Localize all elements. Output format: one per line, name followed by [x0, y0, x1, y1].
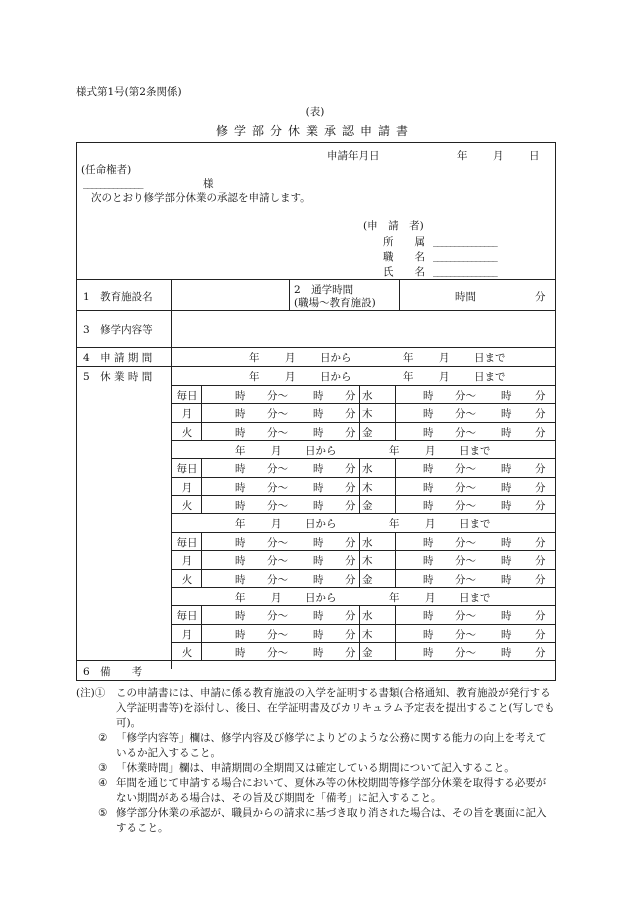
divider: [171, 477, 555, 478]
end-minute[interactable]: 分: [345, 555, 356, 567]
divider: [171, 422, 555, 423]
divider: [171, 587, 555, 588]
start-hour[interactable]: 時: [423, 463, 434, 475]
block-to-day: 日まで: [459, 518, 491, 530]
block-from-year: 年: [235, 591, 246, 604]
start-minute[interactable]: 分～: [455, 500, 476, 512]
start-minute[interactable]: 分～: [455, 610, 476, 622]
request-text: 次のとおり修学部分休業の承認を申請します。: [91, 192, 311, 204]
end-minute[interactable]: 分: [535, 426, 546, 439]
affiliation-blank[interactable]: _______________: [433, 235, 497, 247]
end-minute[interactable]: 分: [535, 647, 546, 659]
block-to-month: 月: [439, 371, 450, 383]
end-hour[interactable]: 時: [501, 628, 512, 641]
divider: [359, 605, 360, 661]
end-minute[interactable]: 分: [535, 389, 546, 402]
start-minute[interactable]: 分～: [455, 408, 476, 420]
weekday-label: 月: [181, 555, 193, 567]
end-hour[interactable]: 時: [501, 463, 512, 475]
weekday-label: 木: [362, 408, 373, 420]
note-text: 年間を通じて申請する場合において、夏休み等の休校期間等修学部分休業を取得する必要がない期間がある場合は、その旨及び期間を「備考」に記入すること。: [116, 777, 547, 804]
block-from-month: 月: [271, 444, 282, 457]
end-hour[interactable]: 時: [501, 408, 512, 420]
front-side-label: (表): [305, 106, 325, 118]
start-minute[interactable]: 分～: [267, 610, 288, 622]
block-to-year: 年: [389, 591, 400, 604]
start-minute[interactable]: 分～: [455, 573, 476, 586]
start-minute[interactable]: 分～: [267, 389, 288, 402]
end-minute[interactable]: 分: [345, 573, 356, 586]
start-hour[interactable]: 時: [423, 647, 434, 659]
facility-label: 1 教育施設名: [83, 291, 153, 303]
note-text: 「休業時間」欄は、申請期間の全期間又は確定している期間について記入すること。: [116, 762, 515, 774]
divider: [171, 403, 555, 404]
start-minute[interactable]: 分～: [455, 389, 476, 402]
start-hour[interactable]: 時: [423, 628, 434, 641]
end-minute[interactable]: 分: [345, 408, 356, 420]
note-prefix: (注)①: [76, 687, 106, 699]
divider: [171, 569, 555, 570]
end-hour[interactable]: 時: [313, 463, 324, 475]
facility-field[interactable]: [175, 284, 285, 306]
weekday-label: 金: [362, 500, 373, 512]
end-hour[interactable]: 時: [501, 610, 512, 622]
divider: [359, 385, 360, 441]
applicant-label: (申 請 者): [363, 220, 424, 232]
weekday-label: 月: [181, 481, 193, 494]
period-from-day: 日から: [320, 352, 352, 364]
block-to-month: 月: [425, 444, 436, 457]
divider: [395, 532, 396, 588]
divider: [359, 458, 360, 514]
end-minute[interactable]: 分: [535, 500, 546, 512]
note-item: [76, 806, 556, 836]
sama-label: 様: [203, 178, 214, 190]
start-minute[interactable]: 分～: [455, 647, 476, 659]
block-to-day: 日まで: [459, 444, 491, 457]
start-hour[interactable]: 時: [423, 389, 434, 402]
end-minute[interactable]: 分: [345, 610, 356, 622]
start-minute[interactable]: 分～: [455, 536, 476, 549]
name-label: 氏 名: [383, 266, 425, 278]
end-hour[interactable]: 時: [501, 389, 512, 402]
end-hour[interactable]: 時: [501, 573, 512, 586]
weekday-label: 火: [181, 426, 193, 439]
commute-label-1: 2 通学時間: [294, 284, 354, 296]
weekday-label: 木: [362, 481, 373, 494]
page-title: 修学部分休業承認申請書: [215, 124, 414, 138]
start-hour[interactable]: 時: [423, 573, 434, 586]
date-month: 月: [493, 150, 504, 162]
end-hour[interactable]: 時: [313, 389, 324, 402]
weekday-label: 毎日: [176, 463, 198, 475]
start-hour[interactable]: 時: [235, 426, 246, 439]
period-label: 4 申 請 期 間: [83, 352, 153, 364]
end-hour[interactable]: 時: [501, 500, 512, 512]
start-minute[interactable]: 分～: [267, 647, 288, 659]
divider: [171, 440, 555, 441]
end-minute[interactable]: 分: [535, 536, 546, 549]
note-text: 「修学内容等」欄は、修学内容及び修学によりどのような公務に関する能力の向上を考えているか記入すること。: [116, 732, 547, 759]
position-label: 職 名: [383, 251, 425, 263]
divider: [171, 624, 555, 625]
weekday-label: 水: [362, 389, 373, 402]
weekday-label: 火: [181, 647, 193, 659]
end-hour[interactable]: 時: [313, 610, 324, 622]
weekday-label: 火: [181, 500, 193, 512]
end-minute[interactable]: 分: [345, 389, 356, 402]
divider: [171, 532, 555, 533]
note-mark: ③: [98, 762, 108, 774]
weekday-label: 毎日: [176, 536, 198, 549]
start-hour[interactable]: 時: [423, 500, 434, 512]
weekday-label: 毎日: [176, 610, 198, 622]
commute-hour-label: 時間: [455, 291, 476, 303]
end-minute[interactable]: 分: [345, 463, 356, 475]
date-year: 年: [457, 150, 468, 162]
note-item: [76, 686, 556, 731]
weekday-label: 水: [362, 610, 373, 622]
divider: [171, 550, 555, 551]
start-hour[interactable]: 時: [423, 536, 434, 549]
weekday-label: 木: [362, 628, 373, 641]
start-minute[interactable]: 分～: [455, 481, 476, 494]
divider: [399, 279, 400, 310]
end-hour[interactable]: 時: [313, 647, 324, 659]
start-hour[interactable]: 時: [423, 426, 434, 439]
block-to-month: 月: [425, 591, 436, 604]
start-minute[interactable]: 分～: [267, 426, 288, 439]
divider: [171, 513, 555, 514]
divider: [359, 532, 360, 588]
start-hour[interactable]: 時: [235, 481, 246, 494]
divider: [77, 660, 555, 661]
start-minute[interactable]: 分～: [455, 463, 476, 475]
leave-time-label: 5 休 業 時 間: [83, 371, 153, 383]
start-hour[interactable]: 時: [235, 555, 246, 567]
end-hour[interactable]: 時: [313, 500, 324, 512]
start-hour[interactable]: 時: [423, 610, 434, 622]
start-minute[interactable]: 分～: [267, 573, 288, 586]
weekday-label: 火: [181, 573, 193, 586]
weekday-label: 月: [181, 628, 193, 641]
divider: [395, 605, 396, 661]
weekday-label: 木: [362, 555, 373, 567]
note-mark: ④: [98, 777, 108, 789]
end-minute[interactable]: 分: [345, 426, 356, 439]
block-from-month: 月: [285, 371, 296, 383]
start-hour[interactable]: 時: [235, 389, 246, 402]
study-content-label: 3 修学内容等: [83, 324, 153, 336]
end-minute[interactable]: 分: [535, 408, 546, 420]
divider: [77, 279, 555, 280]
divider: [171, 385, 555, 386]
start-hour[interactable]: 時: [423, 481, 434, 494]
block-from-year: 年: [235, 518, 246, 530]
start-minute[interactable]: 分～: [455, 426, 476, 439]
application-date-label: 申請年月日: [327, 150, 380, 162]
end-minute[interactable]: 分: [535, 573, 546, 586]
divider: [77, 366, 555, 367]
start-minute[interactable]: 分～: [455, 628, 476, 641]
remarks-label: 6 備 考: [83, 666, 143, 678]
start-minute[interactable]: 分～: [267, 408, 288, 420]
note-item: [76, 761, 556, 776]
end-hour[interactable]: 時: [501, 555, 512, 567]
block-from-day: 日から: [305, 518, 337, 530]
end-minute[interactable]: 分: [345, 481, 356, 494]
start-minute[interactable]: 分～: [267, 628, 288, 641]
start-minute[interactable]: 分～: [267, 463, 288, 475]
authority-label: (任命権者): [81, 164, 132, 176]
divider: [395, 458, 396, 514]
start-hour[interactable]: 時: [235, 610, 246, 622]
end-hour[interactable]: 時: [501, 481, 512, 494]
affiliation-label: 所 属: [383, 236, 425, 248]
end-hour[interactable]: 時: [501, 426, 512, 439]
divider: [77, 310, 555, 311]
start-hour[interactable]: 時: [235, 628, 246, 641]
start-hour[interactable]: 時: [235, 463, 246, 475]
start-hour[interactable]: 時: [235, 536, 246, 549]
divider: [171, 458, 555, 459]
start-hour[interactable]: 時: [235, 573, 246, 586]
position-blank[interactable]: _______________: [433, 250, 497, 262]
end-minute[interactable]: 分: [535, 555, 546, 567]
end-minute[interactable]: 分: [535, 610, 546, 622]
block-to-year: 年: [403, 371, 414, 383]
end-minute[interactable]: 分: [345, 500, 356, 512]
weekday-label: 水: [362, 536, 373, 549]
period-to-month: 月: [439, 352, 450, 364]
start-hour[interactable]: 時: [235, 647, 246, 659]
date-day: 日: [529, 150, 540, 162]
commute-label-2: (職場～教育施設): [294, 297, 376, 309]
end-minute[interactable]: 分: [345, 628, 356, 641]
authority-blank[interactable]: ______________: [83, 177, 143, 189]
start-minute[interactable]: 分～: [267, 555, 288, 567]
divider: [201, 458, 202, 514]
block-from-year: 年: [249, 371, 260, 383]
divider: [171, 642, 555, 643]
application-form-table: [76, 142, 556, 681]
end-minute[interactable]: 分: [535, 463, 546, 475]
divider: [395, 385, 396, 441]
weekday-label: 水: [362, 463, 373, 475]
start-minute[interactable]: 分～: [455, 555, 476, 567]
weekday-label: 金: [362, 426, 373, 439]
weekday-label: 金: [362, 647, 373, 659]
end-minute[interactable]: 分: [345, 647, 356, 659]
block-from-month: 月: [271, 591, 282, 604]
start-minute[interactable]: 分～: [267, 536, 288, 549]
note-text: 修学部分休業の承認が、職員からの請求に基づき取り消された場合は、その旨を裏面に記入すること。: [116, 807, 547, 834]
weekday-label: 金: [362, 573, 373, 586]
end-hour[interactable]: 時: [313, 628, 324, 641]
start-minute[interactable]: 分～: [267, 481, 288, 494]
end-hour[interactable]: 時: [501, 536, 512, 549]
block-from-year: 年: [235, 444, 246, 457]
start-hour[interactable]: 時: [423, 555, 434, 567]
end-minute[interactable]: 分: [345, 536, 356, 549]
block-to-year: 年: [389, 518, 400, 530]
end-hour[interactable]: 時: [313, 408, 324, 420]
end-hour[interactable]: 時: [313, 555, 324, 567]
end-hour[interactable]: 時: [313, 573, 324, 586]
block-from-day: 日から: [305, 444, 337, 457]
start-minute[interactable]: 分～: [267, 500, 288, 512]
block-to-day: 日まで: [459, 591, 491, 604]
notes: [76, 686, 556, 836]
block-to-year: 年: [389, 444, 400, 457]
period-to-day: 日まで: [474, 352, 506, 364]
divider: [289, 279, 290, 310]
note-item: [76, 731, 556, 761]
note-mark: ②: [98, 732, 108, 744]
divider: [201, 385, 202, 441]
period-from-year: 年: [249, 352, 260, 364]
start-hour[interactable]: 時: [423, 408, 434, 420]
form-number: 様式第1号(第2条関係): [76, 86, 182, 98]
end-minute[interactable]: 分: [535, 628, 546, 641]
divider: [201, 532, 202, 588]
study-content-field[interactable]: [175, 314, 551, 342]
weekday-label: 毎日: [176, 389, 198, 402]
weekday-label: 月: [181, 408, 193, 420]
period-to-year: 年: [403, 352, 414, 364]
note-text: この申請書には、申請に係る教育施設の入学を証明する書類(合格通知、教育施設が発行する入学証明書等)を添付し、後日、在学証明書及びカリキュラム予定表を提出すること(写しでも可)。: [116, 687, 555, 729]
period-from-month: 月: [285, 352, 296, 364]
start-hour[interactable]: 時: [235, 500, 246, 512]
block-to-day: 日まで: [474, 371, 506, 383]
divider: [171, 495, 555, 496]
divider: [171, 605, 555, 606]
name-blank[interactable]: _______________: [433, 265, 497, 277]
remarks-field[interactable]: [175, 662, 551, 678]
block-from-month: 月: [271, 518, 282, 530]
end-hour[interactable]: 時: [501, 647, 512, 659]
divider: [77, 347, 555, 348]
commute-minute-label: 分: [535, 291, 546, 303]
end-hour[interactable]: 時: [313, 536, 324, 549]
end-hour[interactable]: 時: [313, 481, 324, 494]
note-mark: ⑤: [98, 807, 108, 819]
block-to-month: 月: [425, 518, 436, 530]
note-item: [76, 776, 556, 806]
end-minute[interactable]: 分: [535, 481, 546, 494]
end-hour[interactable]: 時: [313, 426, 324, 439]
block-from-day: 日から: [305, 591, 337, 604]
divider: [201, 605, 202, 661]
start-hour[interactable]: 時: [235, 408, 246, 420]
divider: [171, 279, 172, 669]
block-from-day: 日から: [320, 371, 352, 383]
